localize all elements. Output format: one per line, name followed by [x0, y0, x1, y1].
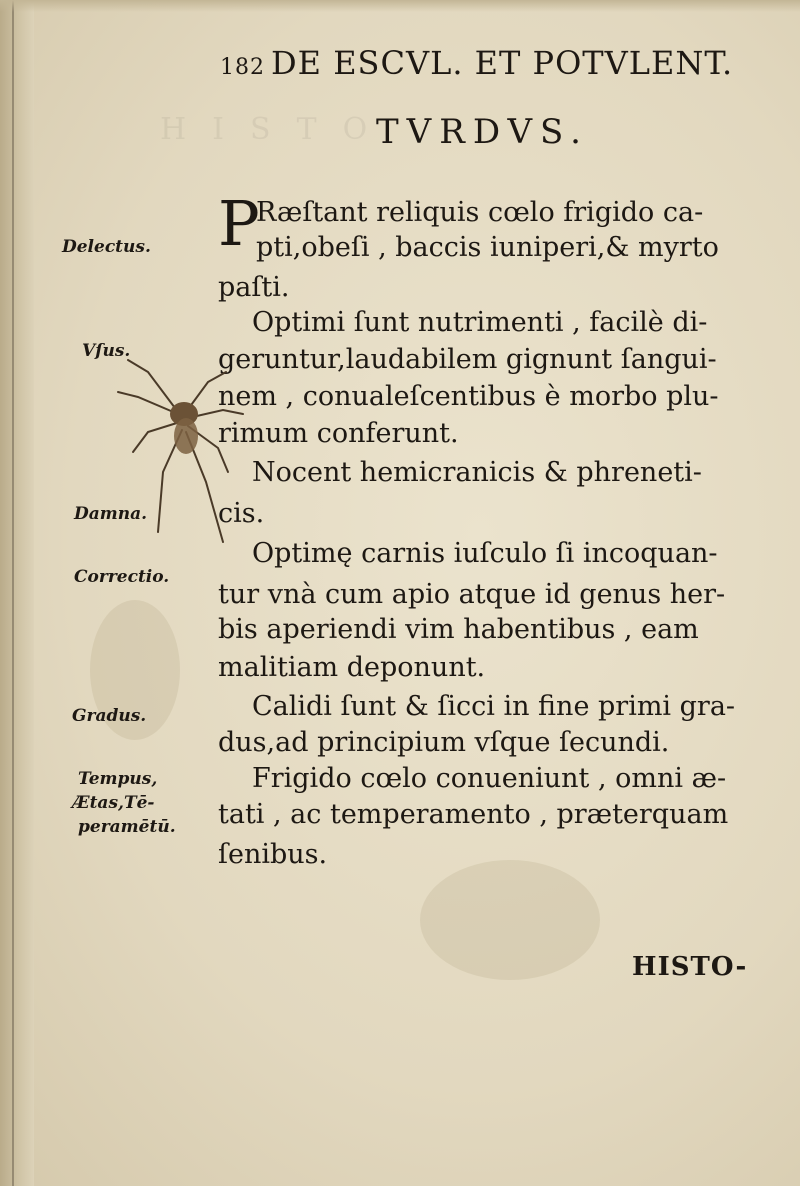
marginal-note: Tempus, — [78, 769, 158, 789]
body-line: nem , conualeſcentibus è morbo plu- — [218, 381, 719, 412]
marginal-note: Gradus. — [72, 706, 147, 726]
bleed-through-text: HISTO — [160, 112, 394, 147]
body-line: Optimę carnis iuſculo ſi incoquan- — [252, 538, 718, 569]
body-line: geruntur,laudabilem gignunt ſangui- — [218, 344, 717, 375]
binding-gutter — [0, 0, 34, 1186]
marginal-note: Correctio. — [74, 567, 170, 587]
body-line: rimum conferunt. — [218, 418, 459, 449]
marginal-note: peramētū. — [78, 817, 176, 837]
body-line: malitiam deponunt. — [218, 652, 486, 683]
body-line: Nocent hemicranicis & phreneti- — [252, 457, 702, 488]
body-line: Ræſtant reliquis cœlo frigido ca- — [256, 197, 704, 228]
body-line: pti,obeſi , baccis iuniperi,& myrto — [256, 232, 719, 263]
body-line: tur vnà cum apio atque id genus her- — [218, 579, 726, 610]
running-header — [220, 44, 780, 84]
gutter-line — [12, 0, 14, 1186]
body-line: Optimi ſunt nutrimenti , facilè di- — [252, 307, 708, 338]
marginal-note: Damna. — [74, 504, 148, 524]
catchword: HISTO- — [632, 952, 748, 982]
running-title: DE ESCVL. ET POTVLENT. — [271, 44, 734, 82]
body-line: Frigido cœlo conueniunt , omni æ- — [252, 763, 727, 794]
body-line: paſti. — [218, 272, 290, 303]
body-line: ſenibus. — [218, 839, 328, 870]
body-line: bis aperiendi vim habentibus , eam — [218, 614, 699, 645]
pressed-spider-icon — [108, 352, 248, 552]
body-line: cis. — [218, 498, 265, 529]
drop-capital: P — [218, 187, 260, 260]
marginal-note: Ætas,Tē- — [72, 793, 155, 813]
marginal-note: Delectus. — [62, 237, 151, 257]
body-line: Calidi ſunt & ſicci in fine primi gra- — [252, 691, 736, 722]
body-line: dus,ad principium vſque ſecundi. — [218, 727, 670, 758]
page-top-edge — [0, 0, 800, 12]
section-title: TVRDVS. — [376, 112, 589, 152]
page-number: 182 — [220, 55, 265, 80]
marginal-note: Vſus. — [82, 341, 131, 361]
paper-stain — [420, 860, 600, 980]
body-line: tati , ac temperamento , præterquam — [218, 799, 729, 830]
